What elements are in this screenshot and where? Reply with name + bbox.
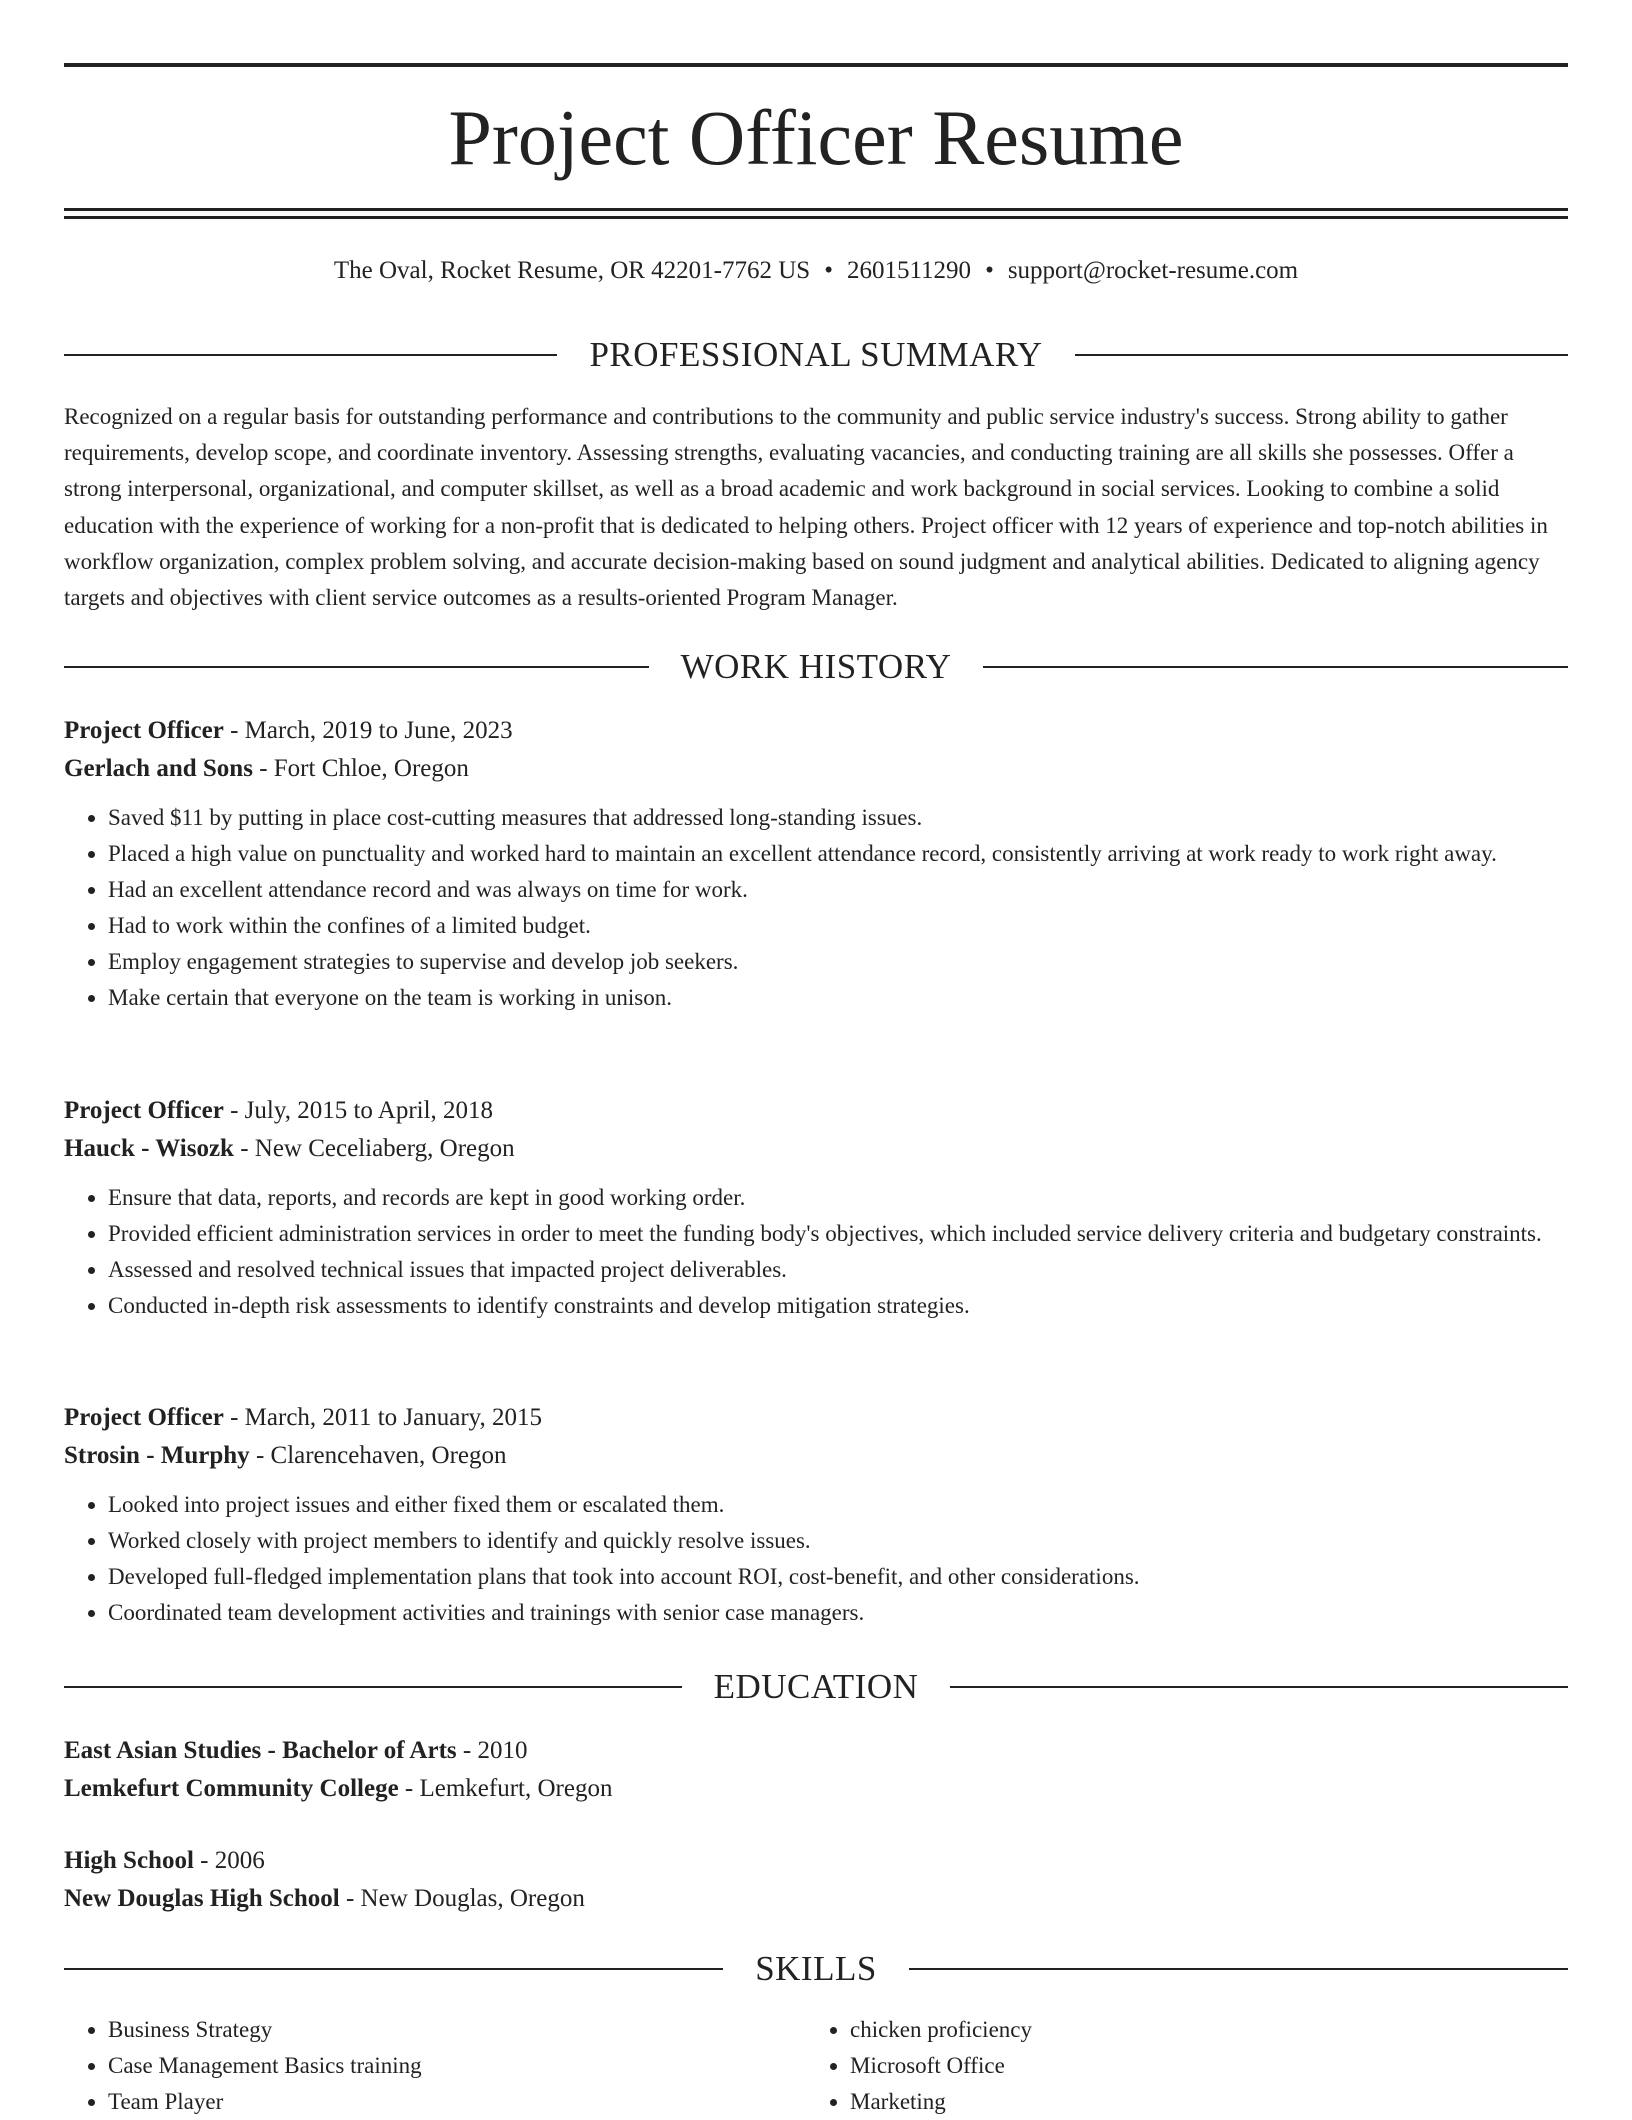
job-title-line <box>64 1399 1568 1437</box>
header-top-rule <box>64 63 1568 67</box>
contact-separator: • <box>824 257 833 284</box>
job-title: Project Officer <box>64 1404 224 1431</box>
list-item: • Saved $11 by putting in place cost-cutting measures that addressed long-standing issues. <box>108 800 1568 836</box>
contact-address: The Oval, Rocket Resume, OR 42201-7762 US <box>333 257 811 284</box>
section-heading-education <box>64 1665 1568 1709</box>
job-bullets <box>64 800 1568 1016</box>
section-heading-summary <box>64 333 1568 377</box>
header-bottom-rule-inner <box>64 216 1568 219</box>
list-item: • Team Player <box>108 2084 806 2120</box>
list-item: • Employ engagement strategies to supervise and develop job seekers. <box>108 944 1568 980</box>
job-dates: - July, 2015 to April, 2018 <box>223 1097 494 1124</box>
heading-rule <box>64 354 557 356</box>
section-title: EDUCATION <box>713 1667 919 1706</box>
job-title-line <box>64 712 1568 750</box>
list-item: • Ensure that data, reports, and records are kept in good working order. <box>108 1180 1568 1216</box>
list-item: • Make certain that everyone on the team is working in unison. <box>108 980 1568 1016</box>
section-title: WORK HISTORY <box>680 647 952 686</box>
skills-list <box>64 2012 1568 2120</box>
job-location: - Clarencehaven, Oregon <box>249 1442 507 1469</box>
list-item: • Worked closely with project members to identify and quickly resolve issues. <box>108 1523 1568 1559</box>
education-school: Lemkefurt Community College <box>64 1775 399 1802</box>
education-location: - New Douglas, Oregon <box>339 1885 585 1912</box>
contact-line <box>64 254 1568 288</box>
heading-rule <box>64 666 649 668</box>
education-entry <box>64 1732 1568 1808</box>
job-company-line <box>64 1437 1568 1475</box>
job-location: - Fort Chloe, Oregon <box>252 755 469 782</box>
list-item: • Had to work within the confines of a limited budget. <box>108 908 1568 944</box>
job-company-line <box>64 750 1568 788</box>
education-degree: High School <box>64 1847 194 1874</box>
skills-column-left <box>64 2012 806 2120</box>
job-dates: - March, 2011 to January, 2015 <box>223 1404 543 1431</box>
job-company: Strosin - Murphy <box>64 1442 250 1469</box>
job-entry <box>64 1092 1568 1324</box>
section-title: PROFESSIONAL SUMMARY <box>589 335 1043 374</box>
job-company: Hauck - Wisozk <box>64 1135 234 1162</box>
heading-rule <box>983 666 1568 668</box>
list-item: • chicken proficiency <box>850 2012 1548 2048</box>
heading-rule <box>64 1968 723 1970</box>
list-item: • Looked into project issues and either fixed them or escalated them. <box>108 1487 1568 1523</box>
skills-column-right <box>806 2012 1548 2120</box>
education-school: New Douglas High School <box>64 1885 340 1912</box>
job-title: Project Officer <box>64 1097 224 1124</box>
education-year: - 2010 <box>456 1737 528 1764</box>
list-item: • Case Management Basics training <box>108 2048 806 2084</box>
job-title: Project Officer <box>64 717 224 744</box>
job-company: Gerlach and Sons <box>64 755 253 782</box>
list-item: • Provided efficient administration services in order to meet the funding body's objectives, which included service delivery criteria and budgetary constraints. <box>108 1216 1568 1252</box>
list-item: • Business Strategy <box>108 2012 806 2048</box>
page-title: Project Officer Resume <box>448 94 1184 181</box>
contact-email: support@rocket-resume.com <box>1007 257 1299 284</box>
list-item: • Developed full-fledged implementation plans that took into account ROI, cost-benefit, and other considerations. <box>108 1559 1568 1595</box>
section-heading-work-history <box>64 645 1568 689</box>
job-title-line <box>64 1092 1568 1130</box>
education-location: - Lemkefurt, Oregon <box>398 1775 613 1802</box>
list-item: • Microsoft Office <box>850 2048 1548 2084</box>
education-school-line <box>64 1880 1568 1918</box>
section-title: SKILLS <box>755 1949 877 1988</box>
list-item: • Assessed and resolved technical issues that impacted project deliverables. <box>108 1252 1568 1288</box>
heading-rule <box>909 1968 1568 1970</box>
education-degree: East Asian Studies - Bachelor of Arts <box>64 1737 457 1764</box>
section-heading-skills <box>64 1947 1568 1991</box>
job-company-line <box>64 1130 1568 1168</box>
education-degree-line <box>64 1732 1568 1770</box>
list-item: • Marketing <box>850 2084 1548 2120</box>
job-bullets <box>64 1487 1568 1631</box>
job-entry <box>64 1399 1568 1631</box>
contact-phone: 2601511290 <box>846 257 972 284</box>
heading-rule <box>1075 354 1568 356</box>
education-school-line <box>64 1770 1568 1808</box>
job-dates: - March, 2019 to June, 2023 <box>223 717 513 744</box>
list-item: • Had an excellent attendance record and was always on time for work. <box>108 872 1568 908</box>
contact-separator: • <box>985 257 994 284</box>
job-location: - New Ceceliaberg, Oregon <box>233 1135 515 1162</box>
list-item: • Conducted in-depth risk assessments to identify constraints and develop mitigation strategies. <box>108 1288 1568 1324</box>
education-degree-line <box>64 1842 1568 1880</box>
education-entry <box>64 1842 1568 1918</box>
list-item: • Coordinated team development activities and trainings with senior case managers. <box>108 1595 1568 1631</box>
education-year: - 2006 <box>193 1847 265 1874</box>
heading-rule <box>64 1686 682 1688</box>
header-bottom-rule <box>64 208 1568 211</box>
job-bullets <box>64 1180 1568 1324</box>
heading-rule <box>950 1686 1568 1688</box>
summary-paragraph: Recognized on a regular basis for outstanding performance and contributions to the community and public service industry's success. Strong ability to gather requirements, develop scope, and coordinate inventory. Assessing strengths, evaluating vacancies, and conducting training are all skills she possesses. Offer a strong interpersonal, organizational, and computer skillset, as well as a broad academic and work background in social services. Looking to combine a solid education with the experience of working for a non-profit that is dedicated to helping others. Project officer with 12 years of experience and top-notch abilities in workflow organization, complex problem solving, and accurate decision-making based on sound judgment and analytical abilities. Dedicated to aligning agency targets and objectives with client service outcomes as a results-oriented Program Manager. <box>64 404 1548 611</box>
job-entry <box>64 712 1568 1016</box>
list-item: • Placed a high value on punctuality and worked hard to maintain an excellent attendance record, consistently arriving at work ready to work right away. <box>108 836 1568 872</box>
